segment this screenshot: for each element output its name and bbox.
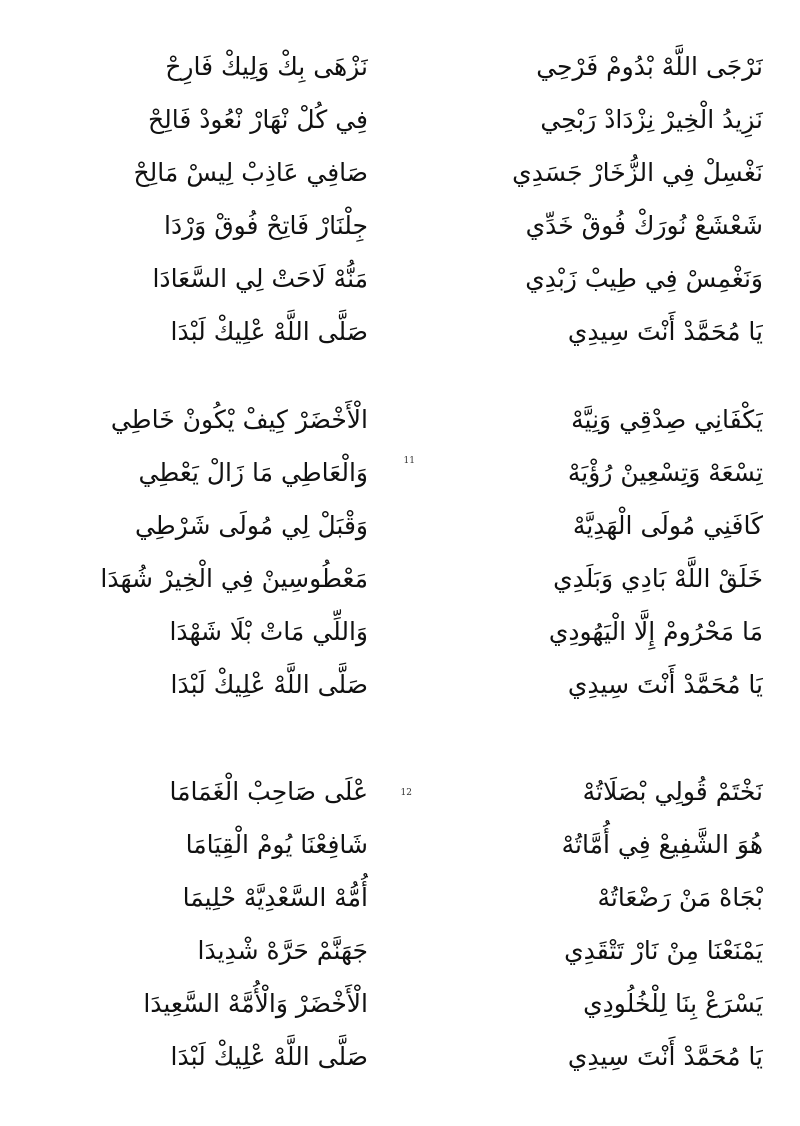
verse-line: شَعْشَعْ نُورَكْ فُوقْ خَدِّي — [525, 211, 763, 240]
verse-line: يَمْنَعْنَا مِنْ نَارْ تَتْقَدِي — [564, 936, 763, 965]
verse-line: الْأَخْضَرْ وَالْأُمَّهْ السَّعِيدَا — [143, 989, 368, 1018]
verse-line: صَلَّى اللَّهْ عْلِيكْ لَبْدَا — [170, 317, 368, 346]
verse-line: نَزِيدُ الْخِيرْ نِزْدَادْ رَبْحِي — [540, 105, 763, 134]
verse-line: يَكْفَانِي صِدْقِي وَنِيَّهْ — [571, 405, 763, 434]
verse-line: وَالْعَاطِي مَا زَالْ يَعْطِي — [138, 458, 368, 487]
verse-line: كَافَنِي مُولَى الْهَدِيَّهْ — [572, 511, 763, 540]
footnote-marker-11: 11 — [403, 456, 415, 466]
verse-line: خَلَقْ اللَّهْ بَادِي وَبَلَدِي — [553, 564, 763, 593]
verse-line: يَا مُحَمَّدْ أَنْتَ سِيدِي — [567, 1042, 763, 1071]
verse-line: أُمُّهْ السَّعْدِيَّهْ حْلِيمَا — [182, 883, 368, 912]
verse-line: بْجَاهْ مَنْ رَضْعَاتُهْ — [597, 883, 763, 912]
verse-line: يَا مُحَمَّدْ أَنْتَ سِيدِي — [567, 670, 763, 699]
verse-line: عْلَى صَاحِبْ الْغَمَامَا — [169, 777, 368, 806]
verse-line: جِلْنَارْ فَاتِحْ فُوقْ وَرْدَا — [164, 211, 368, 240]
verse-line: نَزْهَى بِكْ وَلِيكْ فَارِحْ — [165, 52, 368, 81]
verse-line: صَلَّى اللَّهْ عْلِيكْ لَبْدَا — [170, 670, 368, 699]
footnote-marker-12: 12 — [400, 788, 412, 798]
verse-line: هُوَ الشَّفِيعْ فِي أُمَّاتُهْ — [561, 830, 763, 859]
verse-line: تِسْعَهْ وَتِسْعِينْ رُؤْيَهْ — [567, 458, 763, 487]
verse-line: وَنَغْمِسْ فِي طِيبْ زَبْدِي — [525, 264, 763, 293]
verse-line: مَعْطُوسِينْ فِي الْخِيرْ شُهَدَا — [100, 564, 368, 593]
verse-line: مَا مَحْرُومْ إِلَّا الْيَهُودِي — [548, 617, 763, 646]
verse-line: الْأَخْضَرْ كِيفْ يْكُونْ خَاطِي — [110, 405, 368, 434]
verse-line: نَخْتَمْ قُولِي بْصَلَاتُهْ — [582, 777, 763, 806]
verse-line: نَرْجَى اللَّهْ بْدُومْ فَرْحِي — [536, 52, 763, 81]
verse-line: وَقْبَلْ لِي مُولَى شَرْطِي — [134, 511, 368, 540]
verse-line: صَافِي عَاذِبْ لِيسْ مَالِحْ — [133, 158, 368, 187]
verse-line: وَاللِّي مَاتْ بْلَا شَهْدَا — [169, 617, 368, 646]
verse-line: شَافِعْنَا يُومْ الْقِيَامَا — [185, 830, 368, 859]
verse-line: صَلَّى اللَّهْ عْلِيكْ لَبْدَا — [170, 1042, 368, 1071]
verse-line: فِي كُلْ نْهَارْ نْعُودْ فَالِحْ — [148, 105, 368, 134]
verse-line: يَسْرَعْ بِنَا لِلْخُلُودِي — [583, 989, 763, 1018]
verse-line: نَغْسِلْ فِي الزُّخَارْ جَسَدِي — [512, 158, 763, 187]
verse-line: يَا مُحَمَّدْ أَنْتَ سِيدِي — [567, 317, 763, 346]
verse-line: جَهَنَّمْ حَرَّهْ شْدِيدَا — [197, 936, 368, 965]
verse-line: مَنُّهْ لَاحَتْ لِي السَّعَادَا — [152, 264, 368, 293]
